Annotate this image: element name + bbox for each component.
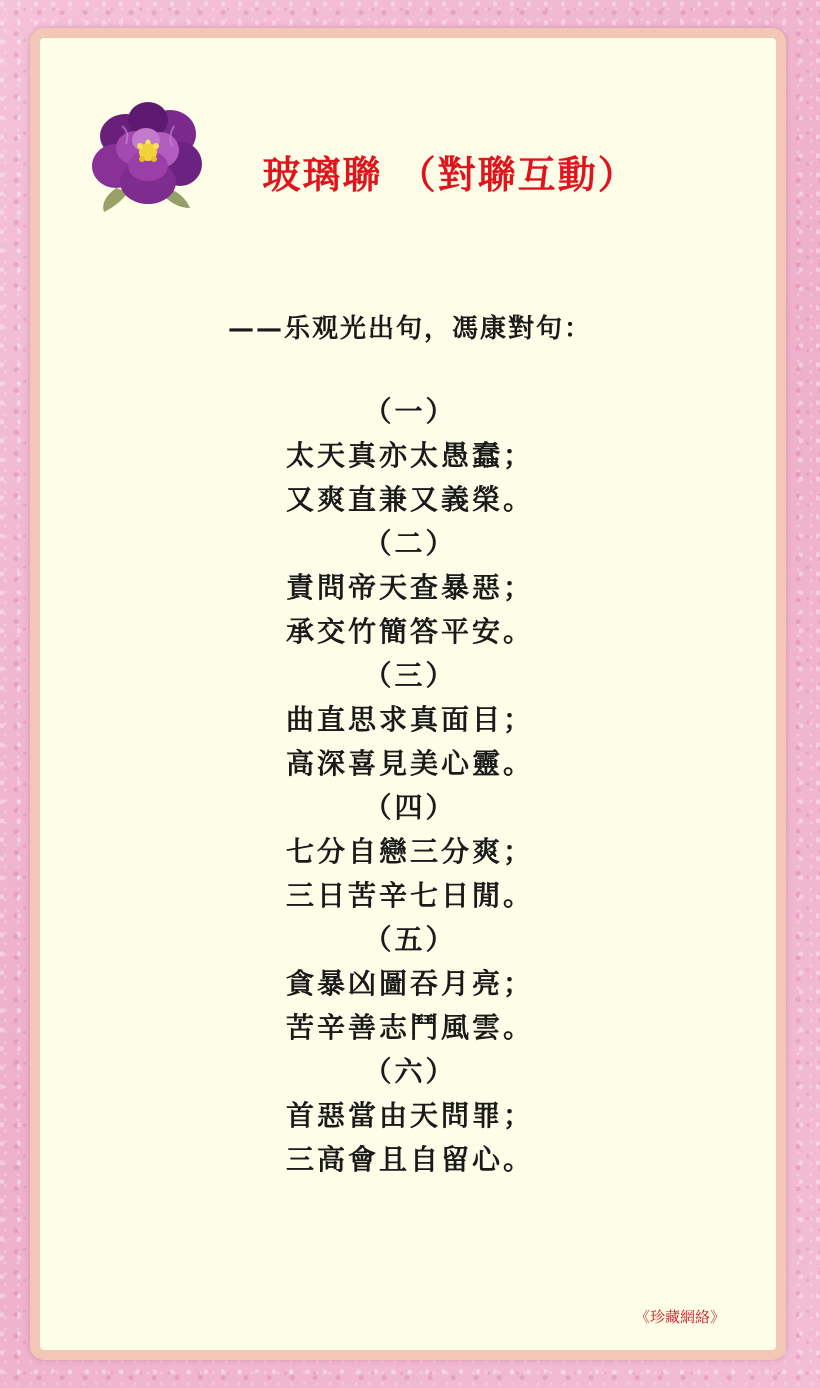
- couplet-block: [0, 522, 820, 654]
- couplet-upper-line: 首惡當由天問罪；: [285, 1099, 534, 1132]
- source-footer: 《珍藏網絡》: [634, 1308, 725, 1326]
- couplet-block: [0, 1050, 820, 1182]
- couplet-number: （二）: [363, 527, 457, 560]
- couplet-number: （三）: [363, 659, 457, 692]
- page-title: 玻璃聯 （對聯互動）: [262, 152, 638, 197]
- couplet-block: [0, 786, 820, 918]
- couplet-upper-line: 責問帝天查暴惡；: [285, 571, 534, 604]
- couplet-number: （五）: [363, 923, 457, 956]
- couplet-upper-line: 貪暴凶圖吞月亮；: [285, 967, 534, 1000]
- couplet-lower-line: 苦辛善志鬥風雲。: [285, 1011, 534, 1044]
- couplet-number: （四）: [363, 791, 457, 824]
- couplet-block: [0, 654, 820, 786]
- couplet-lower-line: 三高會且自留心。: [285, 1143, 534, 1176]
- couplet-lower-line: 高深喜見美心靈。: [285, 747, 534, 780]
- couplet-lower-line: 又爽直兼又義榮。: [285, 483, 534, 516]
- couplet-block: [0, 918, 820, 1050]
- couplet-block: [0, 390, 820, 522]
- couplet-upper-line: 曲直思求真面目；: [285, 703, 534, 736]
- couplet-list: [0, 390, 820, 1182]
- couplet-upper-line: 七分自戀三分爽；: [285, 835, 534, 868]
- couplet-number: （六）: [363, 1055, 457, 1088]
- couplet-lower-line: 承交竹簡答平安。: [285, 615, 534, 648]
- couplet-upper-line: 太天真亦太愚蠢；: [285, 439, 534, 472]
- couplet-number: （一）: [363, 395, 457, 428]
- subtitle-attribution: ——乐观光出句，馮康對句：: [227, 314, 592, 344]
- couplet-lower-line: 三日苦辛七日閒。: [285, 879, 534, 912]
